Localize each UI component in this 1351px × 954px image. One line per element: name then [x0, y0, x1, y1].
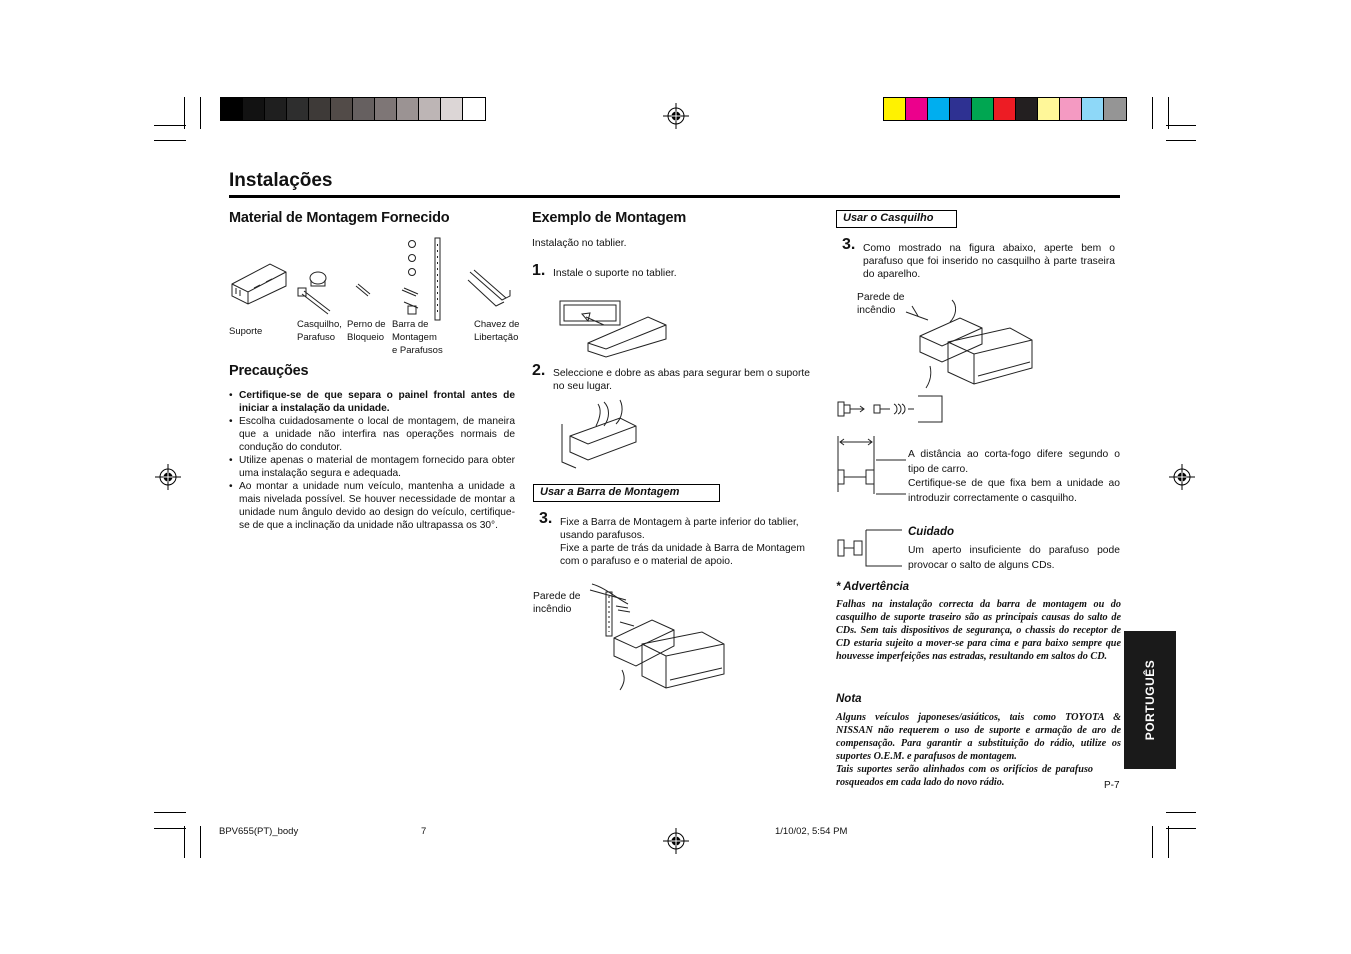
- color-swatch: [1082, 98, 1104, 120]
- part-label-bracket: Suporte: [229, 326, 263, 337]
- crop-mark: [154, 812, 186, 813]
- step-number: 3.: [842, 236, 856, 253]
- color-swatch: [243, 98, 265, 120]
- color-swatch: [353, 98, 375, 120]
- color-swatch: [972, 98, 994, 120]
- registration-mark-icon: [155, 464, 181, 490]
- color-swatch: [265, 98, 287, 120]
- page-title: Instalações: [229, 170, 333, 191]
- registration-mark-icon: [663, 103, 689, 129]
- lock-bolt-illustration: [354, 284, 370, 298]
- step3-text: Fixe a Barra de Montagem à parte inferior do tablier, usando parafusos. Fixe a parte de trás da unidade à Barra de Montagem com o parafuso e o material de apoio.: [560, 517, 805, 567]
- firewall-distance-illustration: [836, 434, 906, 494]
- grayscale-color-bar: [220, 97, 486, 121]
- color-swatch: [331, 98, 353, 120]
- color-swatch: [221, 98, 243, 120]
- bushing-screw-illustration: [298, 268, 338, 316]
- install-bracket-illustration: [558, 295, 668, 359]
- loose-screw-illustration: [836, 528, 906, 570]
- part-label-bushing-screw: Casquilho, Parafuso: [297, 319, 342, 343]
- warning-text: Falhas na instalação correcta da barra de montagem ou do casquilho de suporte traseiro são as principais causas do salto de CDs. Sem tais dispositivos de segurança, o chassis do receptor de CD estaria sujeito a mover-se para cima e para baixo sempre que houvesse imperfeições nas estradas, resultando em saltos do CD.: [836, 599, 1121, 662]
- mounting-bar-illustration: [586, 580, 728, 692]
- color-swatch: [928, 98, 950, 120]
- material-heading: Material de Montagem Fornecido: [229, 210, 450, 226]
- crop-mark: [1152, 97, 1153, 129]
- footer-file: BPV655(PT)_body: [219, 826, 299, 837]
- part-label-lock-bolt: Perno de Bloqueio: [347, 319, 386, 343]
- color-swatch: [906, 98, 928, 120]
- crop-mark: [1152, 826, 1153, 858]
- part-label-release-keys: Chavez de Libertação: [474, 319, 520, 343]
- crop-mark: [1166, 125, 1196, 126]
- example-heading: Exemplo de Montagem: [532, 210, 687, 226]
- page-number: P-7: [1104, 780, 1120, 791]
- crop-mark: [1166, 140, 1196, 141]
- list-item: • Escolha cuidadosamente o local de montagem, de maneira que a unidade não interfira nas operações normais de condução do condutor.: [229, 415, 515, 454]
- example-subtitle: Instalação no tablier.: [532, 238, 627, 249]
- color-swatch: [309, 98, 331, 120]
- step2-text: Seleccione e dobre as abas para segurar bem o suporte no seu lugar.: [553, 368, 811, 392]
- mounting-strap-illustration: [398, 236, 448, 322]
- registration-mark-icon: [663, 828, 689, 854]
- note-text: Alguns veículos japoneses/asiáticos, tais como TOYOTA & NISSAN não requerem o uso de suporte e armação de aro de compensação. Para garantir a substituição do rádio, utilize os suportes O.E.M. e parafusos de montagem. Tais suportes serão alinhados com os orifícios de parafuso rosqueados em cada lado do novo rádio.: [836, 712, 1121, 788]
- crop-mark: [184, 826, 185, 858]
- color-swatch: [1038, 98, 1060, 120]
- release-keys-illustration: [466, 268, 514, 308]
- color-swatch: [287, 98, 309, 120]
- list-item: • Certifique-se de que separa o painel frontal antes de iniciar a instalação da unidade.: [229, 389, 515, 415]
- warning-heading: * Advertência: [836, 581, 910, 593]
- bushing-parts-illustration: [836, 394, 946, 424]
- bushing-box: Usar o Casquilho: [836, 210, 957, 228]
- color-swatch: [1016, 98, 1038, 120]
- color-swatch: [441, 98, 463, 120]
- step-number: 2.: [532, 362, 546, 379]
- color-swatch: [397, 98, 419, 120]
- color-swatch: [1060, 98, 1082, 120]
- color-swatch: [419, 98, 441, 120]
- mounting-bar-box: Usar a Barra de Montagem: [533, 484, 720, 502]
- caution-heading: Cuidado: [908, 526, 954, 538]
- crop-mark: [154, 125, 186, 126]
- caution-text: Um aperto insuficiente do parafuso pode provocar o salto de alguns CDs.: [908, 545, 1120, 571]
- step1-text: Instale o suporte no tablier.: [553, 268, 677, 279]
- crop-mark: [1168, 826, 1169, 858]
- list-item: • Utilize apenas o material de montagem fornecido para obter uma instalação segura e adequada.: [229, 454, 515, 480]
- bend-tabs-illustration: [558, 398, 640, 470]
- step-number: 1.: [532, 262, 546, 279]
- bushing-step3-text: Como mostrado na figura abaixo, aperte bem o parafuso que foi inserido no casquilho à parte traseira do aparelho.: [863, 243, 1115, 280]
- crop-mark: [200, 97, 201, 129]
- firewall-label: Parede de incêndio: [857, 292, 905, 316]
- language-tab-label: PORTUGUÊS: [1143, 659, 1157, 741]
- firewall-label: Parede de incêndio: [533, 591, 581, 615]
- process-color-bar: [883, 97, 1127, 121]
- language-tab: [1124, 631, 1176, 769]
- registration-mark-icon: [1169, 464, 1195, 490]
- step-number: 3.: [539, 510, 553, 527]
- bracket-illustration: [230, 258, 288, 306]
- color-swatch: [1104, 98, 1126, 120]
- color-swatch: [994, 98, 1016, 120]
- color-swatch: [950, 98, 972, 120]
- crop-mark: [200, 826, 201, 858]
- crop-mark: [1166, 812, 1196, 813]
- crop-mark: [154, 140, 186, 141]
- part-label-mounting-strap: Barra de Montagem e Parafusos: [392, 319, 443, 356]
- title-rule: [229, 195, 1120, 198]
- precautions-list: [229, 389, 515, 532]
- crop-mark: [1166, 828, 1196, 829]
- distance-text: A distância ao corta-fogo difere segundo o tipo de carro. Certifique-se de que fixa bem a unidade ao introduzir correctamente o casquilho.: [908, 449, 1120, 504]
- footer-page: 7: [421, 826, 427, 837]
- crop-mark: [154, 828, 186, 829]
- note-heading: Nota: [836, 693, 862, 705]
- precautions-heading: Precauções: [229, 363, 309, 379]
- list-item: • Ao montar a unidade num veículo, mantenha a unidade a mais nivelada possível. Se houver necessidade de montar a unidade num ângulo devido ao design do veículo, certifique-se de que a inclinação da unidade não ultrapassa os 30°.: [229, 480, 515, 532]
- color-swatch: [463, 98, 485, 120]
- color-swatch: [375, 98, 397, 120]
- bushing-mount-illustration: [900, 296, 1036, 390]
- color-swatch: [884, 98, 906, 120]
- footer-date: 1/10/02, 5:54 PM: [775, 826, 848, 837]
